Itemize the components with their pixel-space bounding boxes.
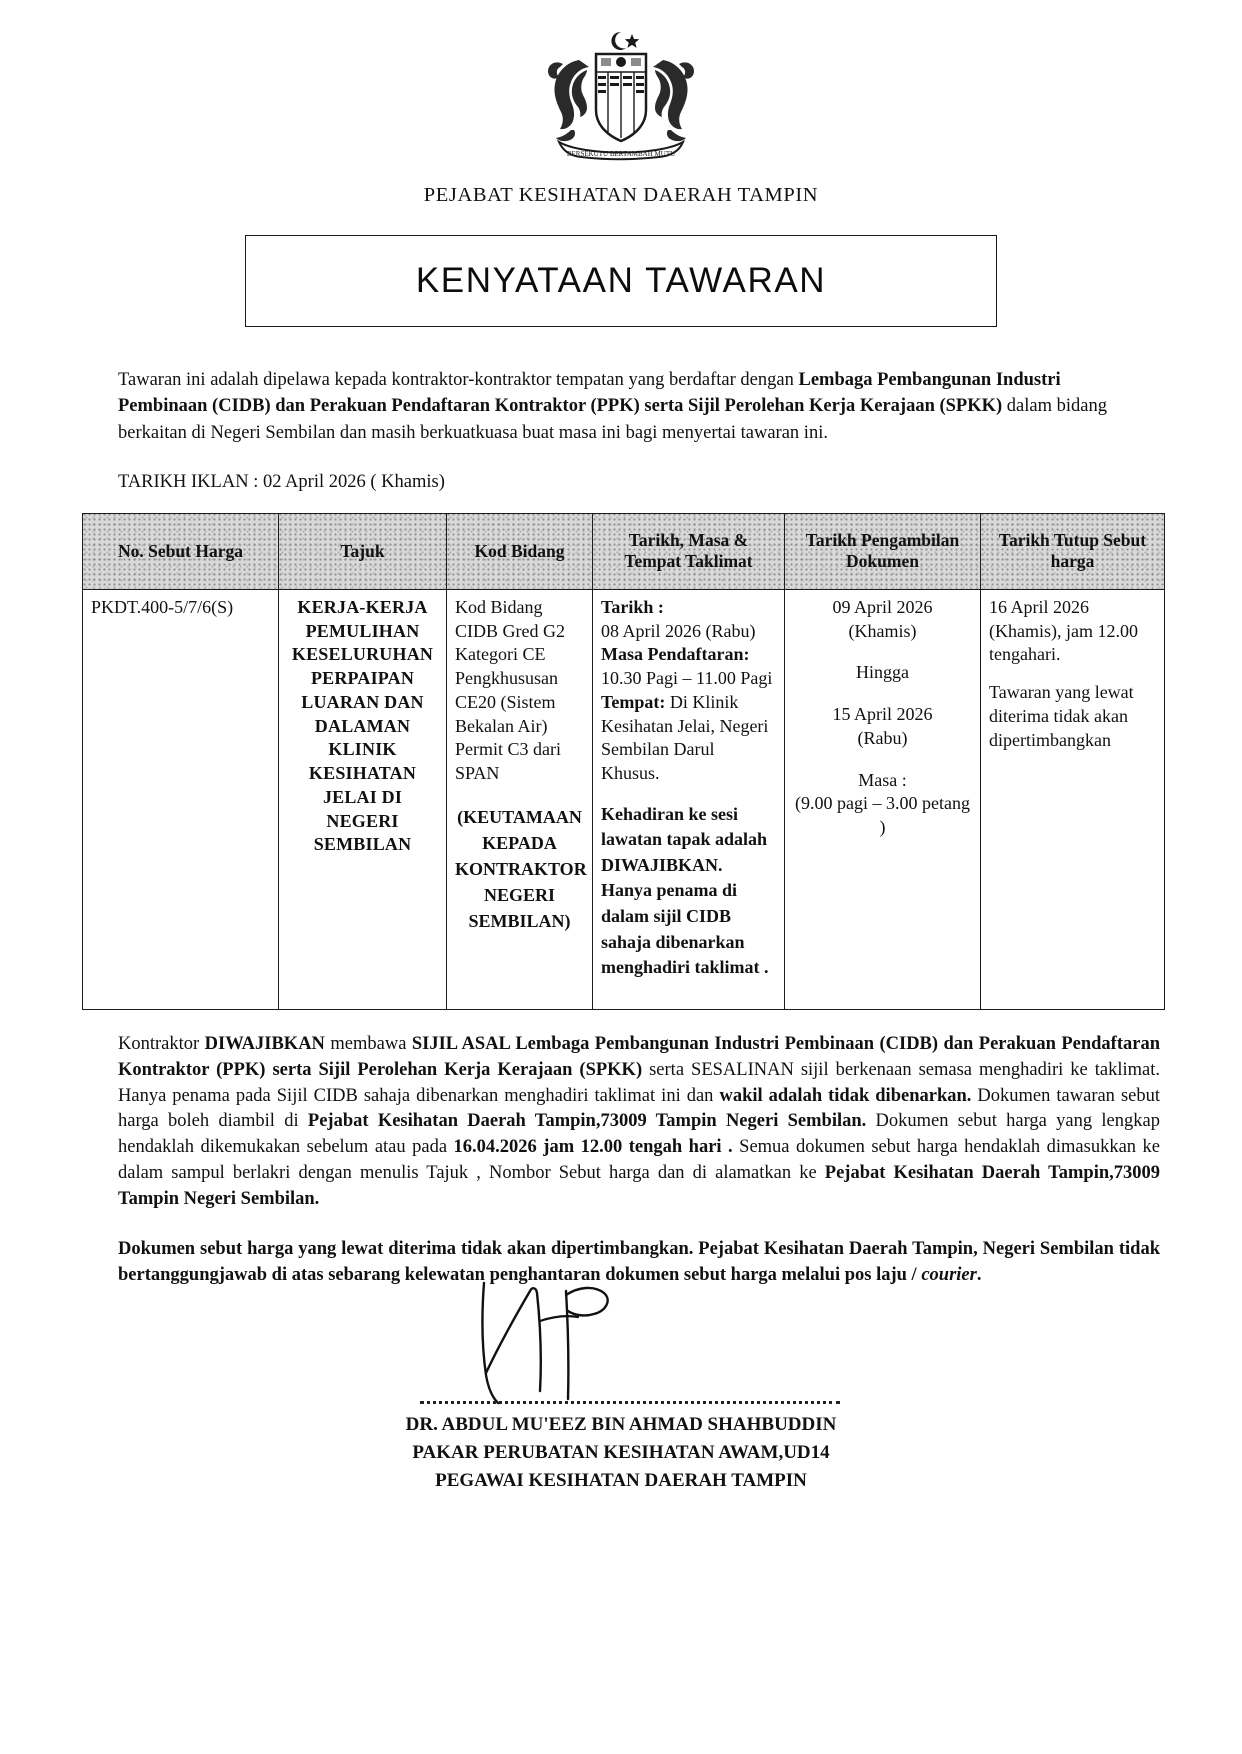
col-header-kod-bidang: Kod Bidang [447,513,593,589]
p1-s5: Dokumen sebut harga yang lengkap hendaklah dikemukakan sebelum atau pada [118,1111,1160,1158]
title-box [245,235,997,327]
tutup-line-2: Tawaran yang lewat diterima tidak akan dipertimbangkan [989,682,1134,750]
p2-i1: courier [921,1264,977,1285]
signature-dotted-line [420,1401,840,1404]
pengambilan-line-7: (9.00 pagi – 3.00 petang ) [795,793,970,838]
p1-s1: Kontraktor [118,1033,205,1054]
p1-b5: 16.04.2026 jam 12.00 tengah hari . [453,1137,733,1158]
p1-b2: SIJIL ASAL Lembaga Pembangunan Industri Pembinaan (CIDB) dan Perakuan Pendaftaran Kontraktor (PPK) serta Sijil Perolehan Kerja Kerajaan (SPKK) [118,1033,1160,1080]
p1-s6: Semua dokumen sebut harga hendaklah dimasukkan ke dalam sampul berlakri dengan menulis Tajuk , Nombor Sebut harga dan di alamatkan ke [118,1137,1161,1184]
taklimat-label-tarikh: Tarikh : [601,596,664,617]
pengambilan-line-4: 15 April 2026 [832,704,933,725]
col-header-tarikh-tutup-sebut-harga: Tarikh Tutup Sebut harga [981,513,1165,589]
tarikh-iklan: TARIKH IKLAN : 02 April 2026 ( Khamis) [118,471,445,492]
p1-s3: serta SESALINAN sijil berkenaan semasa menghadiri ke taklimat. Hanya penama pada Sijil CIDB sahaja dibenarkan menghadiri taklimat ini dan [118,1059,1160,1106]
p1-b1: DIWAJIBKAN [204,1033,325,1054]
pengambilan-line-6: Masa : [858,769,907,790]
p2-b1: Dokumen sebut harga yang lewat diterima tidak akan dipertimbangkan. Pejabat Kesihatan Daerah Tampin, Negeri Sembilan tidak bertanggungjawab di atas sebarang kelewatan penghantaran dokumen sebut harga melalui pos laju / [118,1239,1160,1285]
taklimat-value-masa: 10.30 Pagi – 11.00 Pagi [601,668,773,689]
taklimat-value-tarikh: 08 April 2026 (Rabu) [601,620,756,641]
cell-tajuk: KERJA-KERJA PEMULIHAN KESELURUHAN PERPAIPAN LUARAN DAN DALAMAN KLINIK KESIHATAN JELAI DI NEGERI SEMBILAN [279,589,447,1009]
crest-container [0,0,1242,160]
intro-text-2: dalam bidang berkaitan di Negeri Sembilan dan masih berkuatkuasa buat masa ini bagi menyertai tawaran ini. [118,396,1107,443]
body-paragraph-2 [118,1237,1160,1289]
p1-b6: Pejabat Kesihatan Daerah Tampin,73009 Tampin Negeri Sembilan. [118,1163,1160,1210]
p1-s2: membawa [324,1033,412,1054]
cell-taklimat [593,589,785,1009]
signatory-name: DR. ABDUL MU'EEZ BIN AHMAD SHAHBUDDIN [405,1413,837,1435]
body-paragraph-1 [118,1032,1160,1213]
office-name: PEJABAT KESIHATAN DAERAH TAMPIN [423,184,819,206]
handwritten-signature-icon [470,1281,640,1411]
page-title: KENYATAAN TAWARAN [415,261,827,300]
col-header-no-sebut-harga: No. Sebut Harga [83,513,279,589]
col-header-tarikh-pengambilan-dokumen: Tarikh Pengambilan Dokumen [785,513,981,589]
taklimat-label-masa: Masa Pendaftaran: [601,644,750,665]
taklimat-value-tempat: Di Klinik Kesihatan Jelai, Negeri Sembilan Darul Khusus. [601,691,769,784]
pengambilan-line-1: 09 April 2026 [832,596,933,617]
intro-paragraph [118,367,1124,446]
p1-s4: Dokumen tawaran sebut harga boleh diambil di [118,1085,1161,1132]
cell-tarikh-tutup [981,589,1165,1009]
taklimat-note: Kehadiran ke sesi lawatan tapak adalah DIWAJIBKAN. Hanya penama di dalam sijil CIDB sahaja dibenarkan menghadiri taklimat . [601,803,769,978]
svg-text:BERSEKUTU BERTAMBAH MUTU: BERSEKUTU BERTAMBAH MUTU [566,150,676,158]
pengambilan-line-5: (Rabu) [857,727,908,748]
intro-bold-1: Lembaga Pembangunan Industri Pembinaan (CIDB) dan Perakuan Pendaftaran Kontraktor (PPK) serta Sijil Perolehan Kerja Kerajaan (SPKK) [118,370,1061,417]
spacer [793,685,972,703]
signatory-position: PAKAR PERUBATAN KESIHATAN AWAM,UD14 [412,1441,830,1463]
signature-block [0,1411,1242,1495]
table-header-row [83,513,1165,589]
p1-b3: wakil adalah tidak dibenarkan. [719,1085,972,1106]
jata-negara-crest-icon [501,26,741,166]
pengambilan-line-2: (Khamis) [848,620,917,641]
spacer [793,643,972,661]
cell-pengambilan-dokumen [785,589,981,1009]
p2-b2: . [976,1264,982,1285]
signature-area [0,1315,1242,1505]
intro-text-1: Tawaran ini adalah dipelawa kepada kontraktor-kontraktor tempatan yang berdaftar dengan [118,370,799,390]
pengambilan-line-3: Hingga [856,662,909,683]
kod-bidang-note: (KEUTAMAAN KEPADA KONTRAKTOR NEGERI SEMBILAN) [455,806,587,932]
signatory-title: PEGAWAI KESIHATAN DAERAH TAMPIN [435,1470,807,1492]
tutup-line-1: 16 April 2026 (Khamis), jam 12.00 tengahari. [989,596,1138,665]
spacer [989,667,1156,681]
col-header-tarikh-masa-tempat-taklimat: Tarikh, Masa & Tempat Taklimat [593,513,785,589]
table-row [83,589,1165,1009]
tender-table [82,513,1165,1010]
kod-bidang-main: Kod Bidang CIDB Gred G2 Kategori CE Pengkhususan CE20 (Sistem Bekalan Air) Permit C3 dari SPAN [455,596,565,784]
p1-b4: Pejabat Kesihatan Daerah Tampin,73009 Tampin Negeri Sembilan. [307,1111,867,1132]
cell-kod-bidang [447,589,593,1009]
spacer [793,751,972,769]
taklimat-label-tempat: Tempat: [601,691,666,712]
cell-no-sebut-harga: PKDT.400-5/7/6(S) [83,589,279,1009]
col-header-tajuk: Tajuk [279,513,447,589]
